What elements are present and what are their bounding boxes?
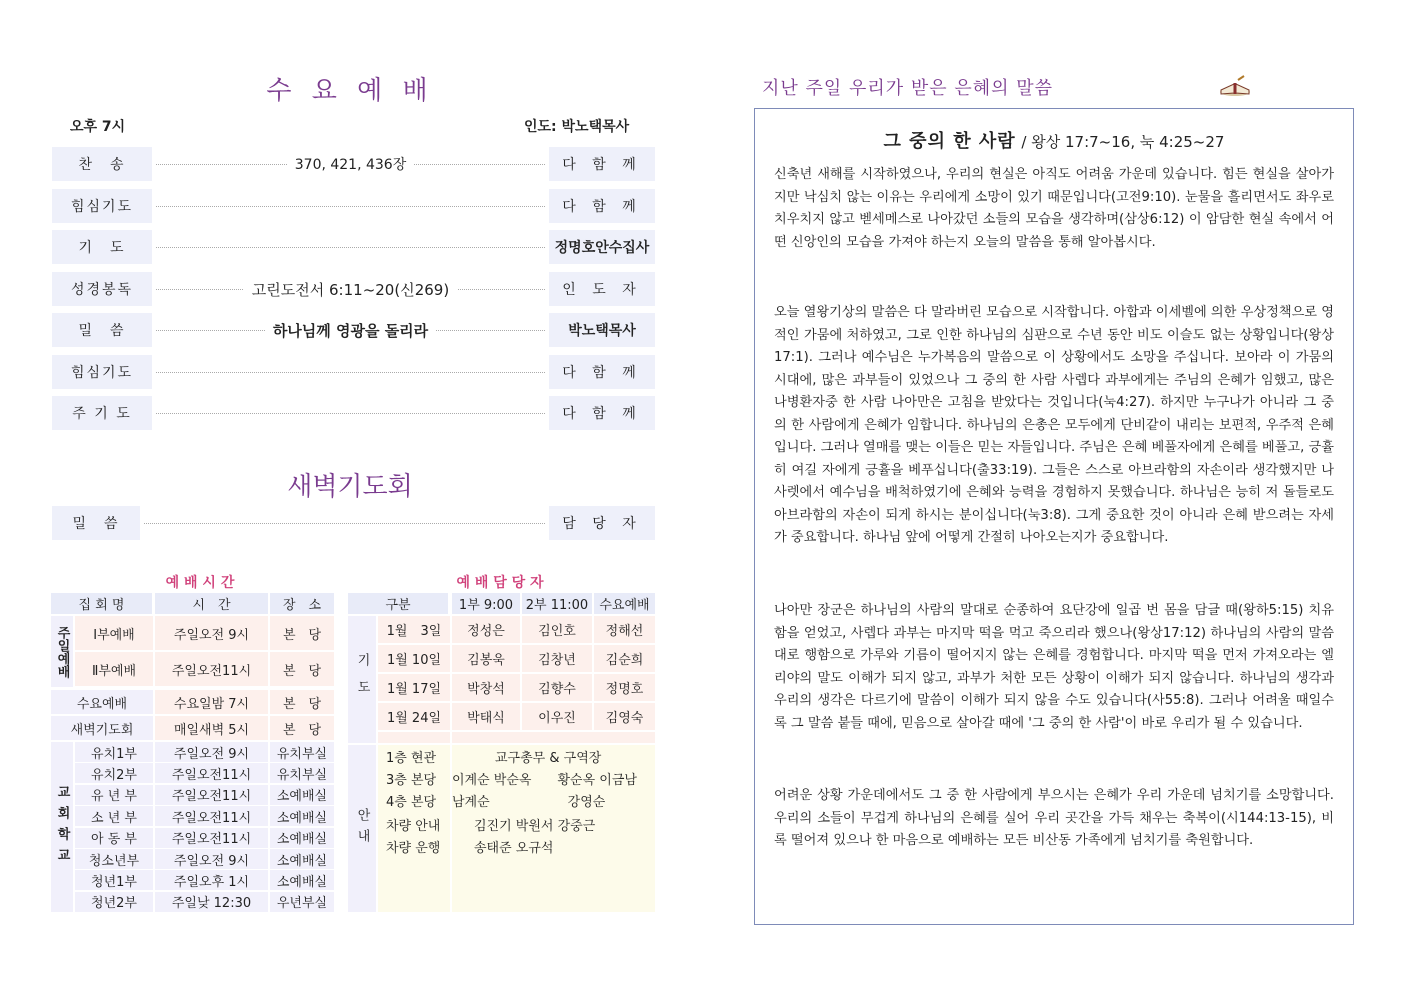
order-row bbox=[52, 147, 655, 181]
order-content-text: 하나님께 영광을 돌리라 bbox=[265, 320, 436, 341]
order-label: 힘심기도 bbox=[52, 189, 152, 223]
duty-second: 김향수 bbox=[522, 674, 592, 701]
schedule-name: 유치2부 bbox=[75, 763, 153, 783]
duty-guide-place: 4층 본당 bbox=[386, 794, 437, 810]
schedule-name: 청년2부 bbox=[75, 892, 153, 912]
duty-guide-place: 차량 안내 bbox=[386, 818, 441, 834]
order-content-text: 370, 421, 436장 bbox=[287, 154, 415, 174]
duty-prayer-label bbox=[348, 616, 376, 743]
schedule-name: 소 년 부 bbox=[75, 806, 153, 826]
schedule-place: 소예배실 bbox=[270, 785, 334, 805]
dawn-label: 밀 씀 bbox=[52, 506, 140, 540]
schedule-title: 예 배 시 간 bbox=[165, 575, 235, 591]
order-label: 주 기 도 bbox=[52, 396, 152, 430]
sermon-title: 그 중의 한 사람 bbox=[883, 131, 1016, 152]
order-row bbox=[52, 396, 655, 430]
duty-spacer bbox=[378, 732, 450, 743]
sermon-paragraph-2: 오늘 열왕기상의 말씀은 다 말라버린 모습으로 시작합니다. 아합과 이세벨에 의한 우상정책으로 영적인 가뭄에 처하였고, 그로 인한 하나님의 심판으로 수년 동안 비도 이슬도 없는 상황입니다(왕상17:1). 그러나 예수님은 누가복음의 말씀으로 이 상황에서도 소망을 주십니다. 보아라 이 가뭄의 시대에, 많은 과부들이 있었으나 그 중의 한 사람 사렙다 과부에게는 주님의 은혜가 임했고, 많은 나병환자중 한 사람 나아만은 고침을 받았다는 것입니다(눅4:27). 하지만 누구나가 아니라 그 중의 한 사람에게 은혜가 임합니다. 하나님의 은총은 모두에게 단비같이 내리는 보편적, 우주적 은혜입니다. 그러나 열매를 맺는 이들은 믿는 자들입니다. 주님은 은혜 베풀자에게 은혜를 베풀고, 긍휼히 여길 자에게 긍휼을 베푸십니다(출33:19). 그들은 스스로 아브라함의 자손이라 생각했지만 나사렛에서 예수님을 배척하였기에 은혜와 능력을 경험하지 못했습니다. 하나님은 능히 저 돌들로도 아브라함의 자손이 되게 하시는 분이십니다(눅3:8). 그게 중요한 것이 아니라 은혜 받으려는 자세가 중요합니다. 하나님 앞에 어떻게 간절히 나아오는지가 중요합니다. bbox=[774, 305, 1334, 545]
duty-date: 1월 3일 bbox=[378, 616, 450, 643]
schedule-name: 새벽기도회 bbox=[51, 716, 153, 740]
order-right: 인 도 자 bbox=[549, 272, 655, 306]
duty-wed: 정명호 bbox=[594, 674, 655, 701]
duty-title: 예 배 담 당 자 bbox=[456, 575, 544, 591]
duty-guide-place: 차량 운행 bbox=[386, 840, 441, 856]
order-right: 다 함 께 bbox=[549, 355, 655, 389]
schedule-name: 유 년 부 bbox=[75, 785, 153, 805]
schedule-place: 본 당 bbox=[270, 652, 334, 686]
schedule-name: 수요예배 bbox=[51, 690, 153, 714]
duty-prayer-text: 기도 bbox=[354, 652, 370, 707]
duty-spacer bbox=[452, 732, 655, 743]
duty-wed: 김영숙 bbox=[594, 703, 655, 730]
schedule-name: 청소년부 bbox=[75, 849, 153, 869]
schedule-name: Ⅱ부예배 bbox=[75, 652, 153, 686]
order-row bbox=[52, 230, 655, 264]
order-content bbox=[152, 230, 549, 264]
schedule-name: Ⅰ부예배 bbox=[75, 616, 153, 650]
group-text: 교회학교 bbox=[54, 785, 70, 869]
duty-guide-names: 김진기 박원서 강중근 bbox=[474, 818, 596, 834]
duty-first: 박창석 bbox=[452, 674, 520, 701]
schedule-time: 주일낮 12:30 bbox=[155, 892, 268, 912]
schedule-header: 장 소 bbox=[270, 593, 334, 614]
duty-second: 이우진 bbox=[522, 703, 592, 730]
duty-guide-names: 송태준 오규석 bbox=[474, 840, 554, 856]
order-right: 정명호안수집사 bbox=[549, 230, 655, 264]
duty-date: 1월 10일 bbox=[378, 645, 450, 672]
duty-header: 구분 bbox=[348, 593, 448, 614]
order-content bbox=[152, 313, 549, 347]
schedule-header: 시 간 bbox=[155, 593, 268, 614]
order-right: 다 함 께 bbox=[549, 147, 655, 181]
order-label: 찬 송 bbox=[52, 147, 152, 181]
schedule-time: 주일오전11시 bbox=[155, 806, 268, 826]
sermon-ref: / 왕상 17:7~16, 눅 4:25~27 bbox=[1021, 133, 1225, 151]
order-content bbox=[152, 189, 549, 223]
schedule-time: 주일오전 9시 bbox=[155, 742, 268, 762]
order-right: 박노택목사 bbox=[549, 313, 655, 347]
order-label: 성경봉독 bbox=[52, 272, 152, 306]
order-right: 다 함 께 bbox=[549, 189, 655, 223]
dawn-right: 담 당 자 bbox=[549, 506, 655, 540]
order-content bbox=[152, 272, 549, 306]
duty-guide-text: 안내 bbox=[354, 807, 370, 850]
duty-first: 김봉욱 bbox=[452, 645, 520, 672]
duty-wed: 김순희 bbox=[594, 645, 655, 672]
schedule-name: 유치1부 bbox=[75, 742, 153, 762]
wednesday-lead: 인도: 박노택목사 bbox=[524, 119, 630, 135]
duty-guide-place: 1층 현관 bbox=[386, 750, 437, 766]
duty-guide-names: 이계순 박순옥 황순옥 이금남 bbox=[452, 772, 637, 788]
schedule-header: 집 회 명 bbox=[51, 593, 152, 614]
sermon-paragraph-1: 신축년 새해를 시작하였으나, 우리의 현실은 아직도 어려움 가운데 있습니다. 힘든 현실을 살아가지만 낙심치 않는 이유는 우리에게 소망이 있기 때문입니다(고전9:10). 눈물을 흘리면서도 좌우로 치우치지 않고 벧세메스로 나아갔던 소들의 모습을 생각하며(삼상6:12) 이 암담한 현실 속에서 어떤 신앙인의 모습을 가져야 하는지 오늘의 말씀을 통해 알아봅시다. bbox=[774, 167, 1334, 250]
duty-header: 1부 9:00 bbox=[452, 593, 520, 614]
schedule-group-label bbox=[51, 742, 73, 912]
schedule-place: 본 당 bbox=[270, 616, 334, 650]
wednesday-title: 수 요 예 배 bbox=[266, 76, 434, 106]
schedule-name: 청년1부 bbox=[75, 870, 153, 890]
order-row bbox=[52, 313, 655, 347]
duty-guide-names: 남계순 강영순 bbox=[452, 794, 606, 810]
schedule-place: 소예배실 bbox=[270, 806, 334, 826]
dawn-title: 새벽기도회 bbox=[287, 472, 413, 502]
duty-second: 김인호 bbox=[522, 616, 592, 643]
sermon-paragraph-4: 어려운 상황 가운데에서도 그 중 한 사람에게 부으시는 은혜가 우리 가운데 넘치기를 소망합니다. 우리의 소들이 무겁게 하나님의 은혜를 실어 우리 곳간을 가득 채우는 축복이(시144:13-15), 비록 떨어져 있으나 한 마음으로 예배하는 모든 비산동 가족에게 넘치기를 축원합니다. bbox=[774, 788, 1334, 848]
sermon-paragraph-3: 나아만 장군은 하나님의 사람의 말대로 순종하여 요단강에 일곱 번 몸을 담글 때(왕하5:15) 치유함을 얻었고, 사렙다 과부는 마지막 떡을 먹고 죽으리라 했으나(왕상17:12) 하나님의 사람의 말씀대로 행함으로 가루와 기름이 떨어지지 않는 은혜를 경험합니다. 마지막 떡을 먼저 가져오라는 엘리야의 말도 이해가 되지 않고, 과부가 처한 모든 상황이 이해가 되지 않습니다. 하나님의 생각과 우리의 생각은 다르기에 말씀이 이해가 되지 않을 수도 있습니다(사55:8). 그러나 어려울 때일수록 그 말씀 붙들 때에, 믿음으로 살아갈 때에 '그 중의 한 사람'이 바로 우리가 될 수 있습니다. bbox=[774, 603, 1334, 731]
order-row bbox=[52, 189, 655, 223]
duty-wed: 정해선 bbox=[594, 616, 655, 643]
schedule-place: 유치부실 bbox=[270, 763, 334, 783]
order-row bbox=[52, 355, 655, 389]
duty-first: 박태식 bbox=[452, 703, 520, 730]
schedule-place: 본 당 bbox=[270, 690, 334, 714]
duty-header: 2부 11:00 bbox=[522, 593, 592, 614]
duty-guide-names: 교구총무 & 구역장 bbox=[495, 750, 602, 766]
schedule-time: 주일오전11시 bbox=[155, 652, 268, 686]
schedule-name: 아 동 부 bbox=[75, 828, 153, 848]
schedule-time: 매일새벽 5시 bbox=[155, 716, 268, 740]
group-text: 주일예배 bbox=[54, 625, 70, 678]
sermon-title-line bbox=[754, 127, 1354, 153]
schedule-time: 주일오전11시 bbox=[155, 785, 268, 805]
order-content bbox=[152, 147, 549, 181]
duty-second: 김창년 bbox=[522, 645, 592, 672]
book-icon bbox=[1218, 74, 1252, 98]
wednesday-time: 오후 7시 bbox=[70, 119, 126, 135]
sermon-header: 지난 주일 우리가 받은 은혜의 말씀 bbox=[762, 78, 1054, 99]
schedule-time: 주일오전11시 bbox=[155, 763, 268, 783]
order-content bbox=[152, 355, 549, 389]
schedule-place: 소예배실 bbox=[270, 828, 334, 848]
schedule-place: 본 당 bbox=[270, 716, 334, 740]
schedule-place: 소예배실 bbox=[270, 870, 334, 890]
duty-first: 정성은 bbox=[452, 616, 520, 643]
order-content bbox=[152, 396, 549, 430]
order-row bbox=[52, 272, 655, 306]
order-content-text: 고린도전서 6:11~20(신269) bbox=[244, 279, 457, 300]
schedule-time: 주일오전 9시 bbox=[155, 849, 268, 869]
dawn-content bbox=[140, 506, 549, 540]
dawn-row bbox=[52, 506, 655, 540]
schedule-place: 우년부실 bbox=[270, 892, 334, 912]
duty-date: 1월 17일 bbox=[378, 674, 450, 701]
order-label: 밀 씀 bbox=[52, 313, 152, 347]
order-right: 다 함 께 bbox=[549, 396, 655, 430]
schedule-group-label bbox=[51, 616, 73, 687]
schedule-place: 유치부실 bbox=[270, 742, 334, 762]
schedule-time: 주일오전11시 bbox=[155, 828, 268, 848]
schedule-place: 소예배실 bbox=[270, 849, 334, 869]
duty-guide-place: 3층 본당 bbox=[386, 772, 437, 788]
order-label: 힘심기도 bbox=[52, 355, 152, 389]
duty-date: 1월 24일 bbox=[378, 703, 450, 730]
duty-header: 수요예배 bbox=[594, 593, 655, 614]
schedule-time: 주일오후 1시 bbox=[155, 870, 268, 890]
schedule-time: 주일오전 9시 bbox=[155, 616, 268, 650]
schedule-time: 수요일밤 7시 bbox=[155, 690, 268, 714]
duty-guide-label bbox=[348, 745, 376, 912]
order-label: 기 도 bbox=[52, 230, 152, 264]
